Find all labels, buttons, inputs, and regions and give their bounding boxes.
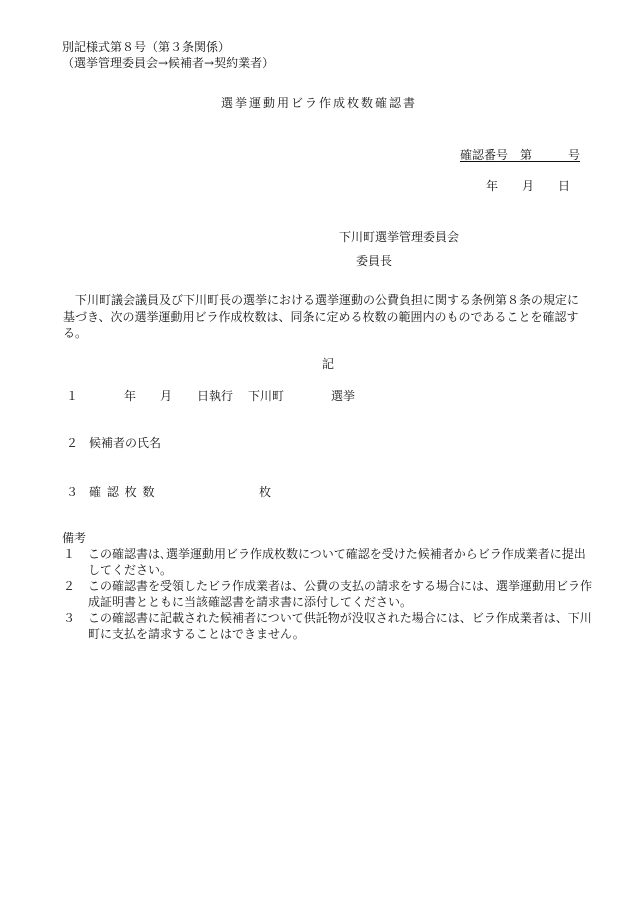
note-number: ２: [63, 579, 76, 593]
item-1-month: 月: [160, 389, 173, 403]
item-1-year: 年: [124, 389, 137, 403]
notes-heading: 備考: [62, 531, 87, 545]
routing-note: （選挙管理委員会→候補者→契約業者）: [62, 56, 275, 70]
ki-label: 記: [322, 357, 335, 371]
note-item: [63, 578, 593, 610]
note-item: [63, 546, 593, 578]
item-3-number: ３: [66, 485, 79, 499]
note-text: この確認書に記載された候補者について供託物が没収された場合には、ビラ作成業者は、下川町に支払を請求することはできません。: [88, 611, 592, 641]
document-title: 選挙運動用ビラ作成枚数確認書: [221, 96, 418, 110]
count-unit: 枚: [259, 485, 272, 499]
confirmation-number: 確認番号 第 号: [460, 148, 581, 162]
form-number: 別記様式第８号（第３条関係）: [62, 40, 231, 54]
candidate-name-label: 候補者の氏名: [89, 436, 162, 450]
note-number: ３: [63, 611, 76, 625]
chairman-label: 委員長: [356, 254, 393, 268]
note-text: この確認書は､選挙運動用ビラ作成枚数について確認を受けた候補者からビラ作成業者に提出してください。: [88, 547, 586, 577]
item-1-date-exec: 日執行: [197, 389, 234, 403]
confirmed-count-label: 確 認 枚 数: [89, 485, 156, 499]
item-2-number: ２: [66, 436, 79, 450]
note-item: [63, 610, 593, 642]
item-1-election: 選挙: [331, 389, 356, 403]
item-1-number: １: [66, 389, 79, 403]
body-paragraph: 下川町議会議員及び下川町長の選挙における選挙運動の公費負担に関する条例第８条の規定に基づき、次の選挙運動用ビラ作成枚数は、同条に定める枚数の範囲内のものであることを確認する。: [63, 293, 580, 340]
committee-name: 下川町選挙管理委員会: [339, 230, 460, 244]
note-number: １: [63, 547, 76, 561]
note-text: この確認書を受領したビラ作成業者は、公費の支払の請求をする場合には、選挙運動用ビラ作成証明書とともに当該確認書を請求書に添付してください。: [88, 579, 593, 609]
item-1-town: 下川町: [248, 389, 285, 403]
date-line: 年 月 日: [486, 179, 571, 193]
